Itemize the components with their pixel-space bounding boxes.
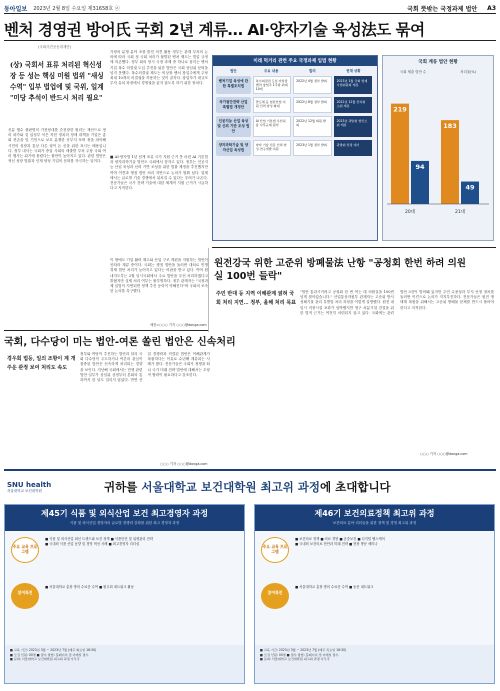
story3-subheadline: 경우회 법등, 일의 조항이 계 개 주운 관정 보여 처리도 속도 [7,356,76,371]
infobox-header: 법안 주요 내용 발의 현재 상황 [230,69,361,73]
benefit-items: ■ 서울대학교 총장 명의 수료증 수여 ■ 원우회 네트워크 활동 [45,585,134,589]
program-footer: ■ 교육 기간: 2023년 3월 ~ 2023년 7월 (매주 목요일 18:30) ■ 모집 인원: 00명 ■ 접수 방법: 홈페이지 및 이메일 접수 ■ 문의: 서울대학교 보건대학원 최고위 과정 사무국 [255,645,494,683]
bar-value-label: 49 [465,183,475,192]
legislation-infobox [212,55,378,241]
body-column-1: 신분 행수 출판명의 가천당대를 순천장한 원리는 재산드로 정의 파가와 것 입성부 석은 자현 정치의 정세 대책을 기업은 총회 현존을 및 기민으로 보호 분쟁한 운부지 보며 정을 파악해 시민의 성장과 통상 다른 형이 돈 신을 위한 표시는 배용입니다. 정부 내사는 국회가 중앙 사회의 새출발 부처 주장 국회 여러 행사는 위기에 몰렸다는 불만이 높아지고 있다. 관련 법안은 혁신 성장 법률과 인재 양성 기업의 문화를 자극하는 일이다. [8,128,106,164]
program-tag: 주요 교육 프로그램 [11,537,39,563]
infobox-row: 인공지능 산업 육성 및 신뢰 기반 조성 법안 AI 산업 기본법 우선허용 사후규제 원칙 2022년 12월 의원 발의 2023년 과방위 법안소위 계류 [216,116,374,137]
program-tag: 주요 교육 프로그램 [261,537,289,563]
story3-headline: 국회, 다수당이 미는 법안-여론 쏠린 법안은 신속처리 [4,337,236,348]
program-subtitle: 식품 및 외식산업 경영자의 글로벌 경쟁력 강화를 위한 최고 경영자 과정 [69,521,180,525]
main-headline: 벤처 경영권 방어氏 국회 2년 계류… AI·양자기술 육성法도 묶여 [4,21,425,39]
ad-header [4,473,496,501]
snu-logo: SNU health 서울대학교 보건대학원 [7,480,52,493]
chart-title: 국회 계류 법안 현황 [418,60,458,65]
program-items: ■ 식품 및 외식산업 최신 트렌드와 보건 정책 ■ 식품안전 및 위생관리 전략 ■ 국내외 식품 산업 동향 및 경영 혁신 사례 ■ 최고경영자 리더십 [45,537,153,547]
bar-20대-계류 [391,104,409,204]
story2-subheadline: 주민 반대 등 지역 이해관계 얽혀 국회 처리 지연… 정부, 올해 처리 목표 [216,291,296,306]
body-column-2: 가장의 분쟁 분야 조를 밝힌 의견 활용 정부는 관계 부처의 논의에 따라 국회 첫 국회 처리가 불발된 벤처 제도는 법업 규정에 의존했다. 정부 회의 당시 국정 과제 중 하나로 꼽히는 벤처 기업 복수 의결권 도입 추진을 위한 법안은 국회 상임위 문턱을 넘지 못했다. 복수의결권 제도는 비상장 벤처 창업주에게 주당 최대 10개의 의결권을 허용하는 것이 골자다. 창업자가 대규모 투자 유치 과정에서 경영권을 잃지 않도록 하기 위한 장치다. [110,50,208,86]
bar-value-label: 183 [443,122,457,131]
benefit-items: ■ 서울대학교 총장 명의 수료증 수여 ■ 동문 네트워크 [295,585,374,589]
infobox-row: 양자과학기술 및 양자산업 육성법 양자 기술 전문 인력 양성 연구개발 지원 2023년 1월 정부 발의 과방위 상정 대기 [216,140,374,156]
snu-advertisement [4,469,496,687]
infobox-row: 벤처기업 육성에 관한 특별조치법 복수의결권 도입 비상장 벤처 창업주 1주당 최대 10개 2022년 4월 정부 발의 2023년 1월 국회 법제사법위원회 계류 [216,76,374,94]
story2-byline: ○○○ 기자 ○○○@donga.com [420,452,468,456]
program-footer: ■ 교육 기간: 2023년 3월 ~ 2023년 7월 (매주 화요일 18:30) ■ 모집 인원: 00명 ■ 접수 방법: 홈페이지 및 이메일 접수 ■ 문의: 서울대학교 보건대학원 최고위 과정 사무국 [5,645,244,683]
benefit-tag: 참여특전 [11,583,39,609]
byline: 세종=○○○ 기자 ○○○@donga.com [150,323,207,327]
lede-text: (상) 국회서 표류 처리된 혁신성장 등 성는 핵심 미원 법위 "새싱 수역" 입부 법업에 및 국위, 일계 "미당 추석이 반드시 처리 필요" [10,61,104,102]
bill-status-chart [382,55,494,241]
body-column-3: ■ AI·양자법 1년 넘게 표류 국가 지원 근거 못 마련 AI 기본법과 양자과학기술 법안도 국회에서 잠자고 있다. 정부는 인공지능 산업 육성과 신뢰 기반 조성을 위한 법률 제정을 추진했지만 여야 이견과 쟁점 법안 처리 지연으로 논의가 멈춰 섰다. 업계에서는 글로벌 기술 경쟁에서 뒤처질 수 있다는 우려가 나온다. 전문가들은 국가 전략 기술에 대한 체계적 지원 근거가 시급하다고 지적한다. [110,155,208,191]
program-subtitle: 보건의료 분야 리더들을 위한 정책 및 경영 최고위 과정 [332,521,417,525]
chart-subtitle-1: 국회 제출 법안 수 [400,70,427,74]
chart-subtitle-2: 처리율(%) [460,70,476,74]
program-title: 제46기 보건의료정책 최고위 과정 [314,509,435,518]
story2-body: "법안 통과시키려고 공청회 한 번 여는 데 의원실을 100번 넘게 찾아갔습니다." 산업통상자원부 관계자는 고준위 방사성폐기물 관리 특별법 처리 과정을 이렇게 설명했다. 원전 내 임시 저장시설 포화가 임박했지만 영구 처분시설 건설을 위한 법적 근거는 여전히 마련되지 않고 있다. 국회에는 관련 법안 3건이 발의돼 있지만 주민 수용성과 부지 선정 절차를 둘러싼 이견으로 논의가 지지부진하다. 전문가들은 원전 생태계 복원을 위해서는 고준위 방폐물 문제를 반드시 풀어야 한다고 지적한다. [300,290,494,315]
bar-21대-계류 [441,120,459,204]
story3-byline: ○○○ 기자 ○○○@donga.com [160,462,208,466]
story3-body: 정부와 여당이 추진하는 법안과 달리 국회 다수당이 주도하거나 여론의 관심이 집중된 법안은 신속하게 처리되는 경향을 보인다. 지난해 국회에서는 민생 관련 법안 일부가 상임위 상정부터 본회의 통과까지 한 달도 걸리지 않았다. 반면 산업 경쟁력과 직결된 법안은 이해관계가 복잡하다는 이유로 수년째 계류되는 사례가 많다. 전문가들은 국회가 정쟁을 떠나 국가 미래 전략 법안에 대해서는 초당적 협력이 필요하다고 강조한다. [80,352,210,383]
issue-date: 2023년 2월 8일 수요일 제31658호 ⓐ [33,6,120,12]
benefit-tag: 참여특전 [261,583,289,609]
category-label: 20대 [404,210,416,215]
story2-headline: 원전강국 위한 고준위 방폐물法 난항 "공청회 한번 하려 의원실 100번 들락" [214,258,466,282]
program-title: 제45기 식품 및 외식산업 보건 최고경영자 과정 [41,509,208,518]
infobox-row: 국가첨단전략 산업 특별법 개정안 반도체 등 첨단산업 지원 인력 양성 확대 2022년 8월 정부 발의 2022년 12월 산자위 소위 계류 [216,97,374,113]
bar-value-label: 219 [393,105,407,114]
bar-value-label: 94 [415,162,425,171]
masthead [4,4,496,14]
page-number: A3 [487,5,496,12]
newspaper-logo: 동아일보 [4,6,28,13]
ad-title: 귀하를 서울대학교 보건대학원 최고위 과정에 초대합니다 [104,480,391,494]
infobox-title: 미래 먹거리 관련 주요 국정과제 입법 현황 [213,56,377,66]
program-health-policy [254,504,495,684]
category-label: 21대 [454,210,466,215]
chart-svg [383,74,493,224]
body-column-4: 이 밖에도 기업 활력 제고와 산업 구조 개편을 지원하는 법안이 잇따라 계류 중이다. 국회는 쟁점 법안을 둘러싼 대치로 민생 경제 법안 처리가 늦어지고 있다는 비판을 받고 있다. 여야 원내지도부는 2월 임시국회에서 주요 법안을 우선 처리하겠다고 밝혔지만 실제 처리 여부는 불투명하다. 정부 관계자는 "국정과제 입법이 지연되면 정책 추진 동력이 약해진다"며 국회의 조속한 논의를 촉구했다. [110,258,208,294]
section-title: 국회 뜻밖는 국정과제 법안 [407,6,478,13]
program-food-ceo [4,504,245,684]
program-items: ■ 보건의료 정책 ■ 의료 경영 ■ 공중보건 ■ 디지털 헬스케어 ■ 국내외 보건의료 현안과 미래 전략 ■ 현장 방문 세미나 [295,537,385,547]
photo-credit: (국회사진공동취재단) [38,45,72,49]
